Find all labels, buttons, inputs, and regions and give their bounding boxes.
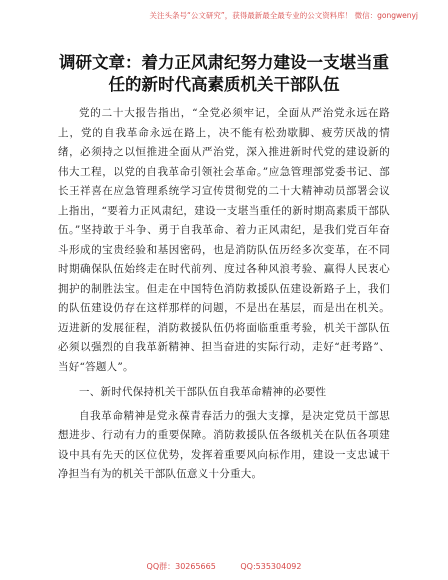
qq-text: QQ:535304092 <box>240 562 302 571</box>
header-divider <box>0 22 448 23</box>
footer-contact <box>0 561 448 572</box>
header-notice: 关注头条号“公文研究”，获得最新最全最专业的公文资料库！ 微信：gongwenyj <box>149 11 418 20</box>
document-title: 调研文章：着力正风肃纪努力建设一支堪当重任的新时代高素质机关干部队伍 <box>59 53 389 94</box>
section-heading: 一、新时代保持机关干部队伍自我革命精神的必要性 <box>79 386 327 398</box>
body-paragraph: 自我革命精神是党永葆青春活力的强大支撑，是决定党员干部思想进步、行动有力的重要保障。消防救援队伍各级机关在队伍各项建设中具有先天的区位优势，发挥着重要风向标作用，建设一支忠诚干净担当有为的机关干部队伍意义十分重大。 <box>58 409 390 480</box>
body-paragraph: 党的二十大报告指出，“全党必须牢记，全面从严治党永远在路上，党的自我革命永远在路上，决不能有松劲歇脚、疲劳厌战的情绪，必须持之以恒推进全面从严治党，深入推进新时代党的建设新的伟大工程，以党的自我革命引领社会革命。”应急管理部党委书记、部长王祥喜在应急管理系统学习宣传贯彻党的二十大精神动员部署会议上指出，“要着力正风肃纪，建设一支堪当重任的新时期高素质干部队伍。”坚持敢于斗争、勇于自我革命、着力正风肃纪，是我们党百年奋斗形成的宝贵经验和基因密码，也是消防队伍历经多次变革，在不同时期确保队伍始终走在时代前列、度过各种风浪考验、赢得人民衷心拥护的制胜法宝。但走在中国特色消防救援队伍建设新路子上，我们的队伍建设仍存在这样那样的问题，不是出在基层，而是出在机关。迈进新的发展征程，消防救援队伍仍将面临重重考验，机关干部队伍必须以强烈的自我革新精神、担当奋进的实际行动，走好“赶考路”、当好“答题人”。 <box>58 107 390 373</box>
document-body <box>58 104 390 485</box>
qq-group-text: QQ群：30265665 <box>146 562 216 571</box>
